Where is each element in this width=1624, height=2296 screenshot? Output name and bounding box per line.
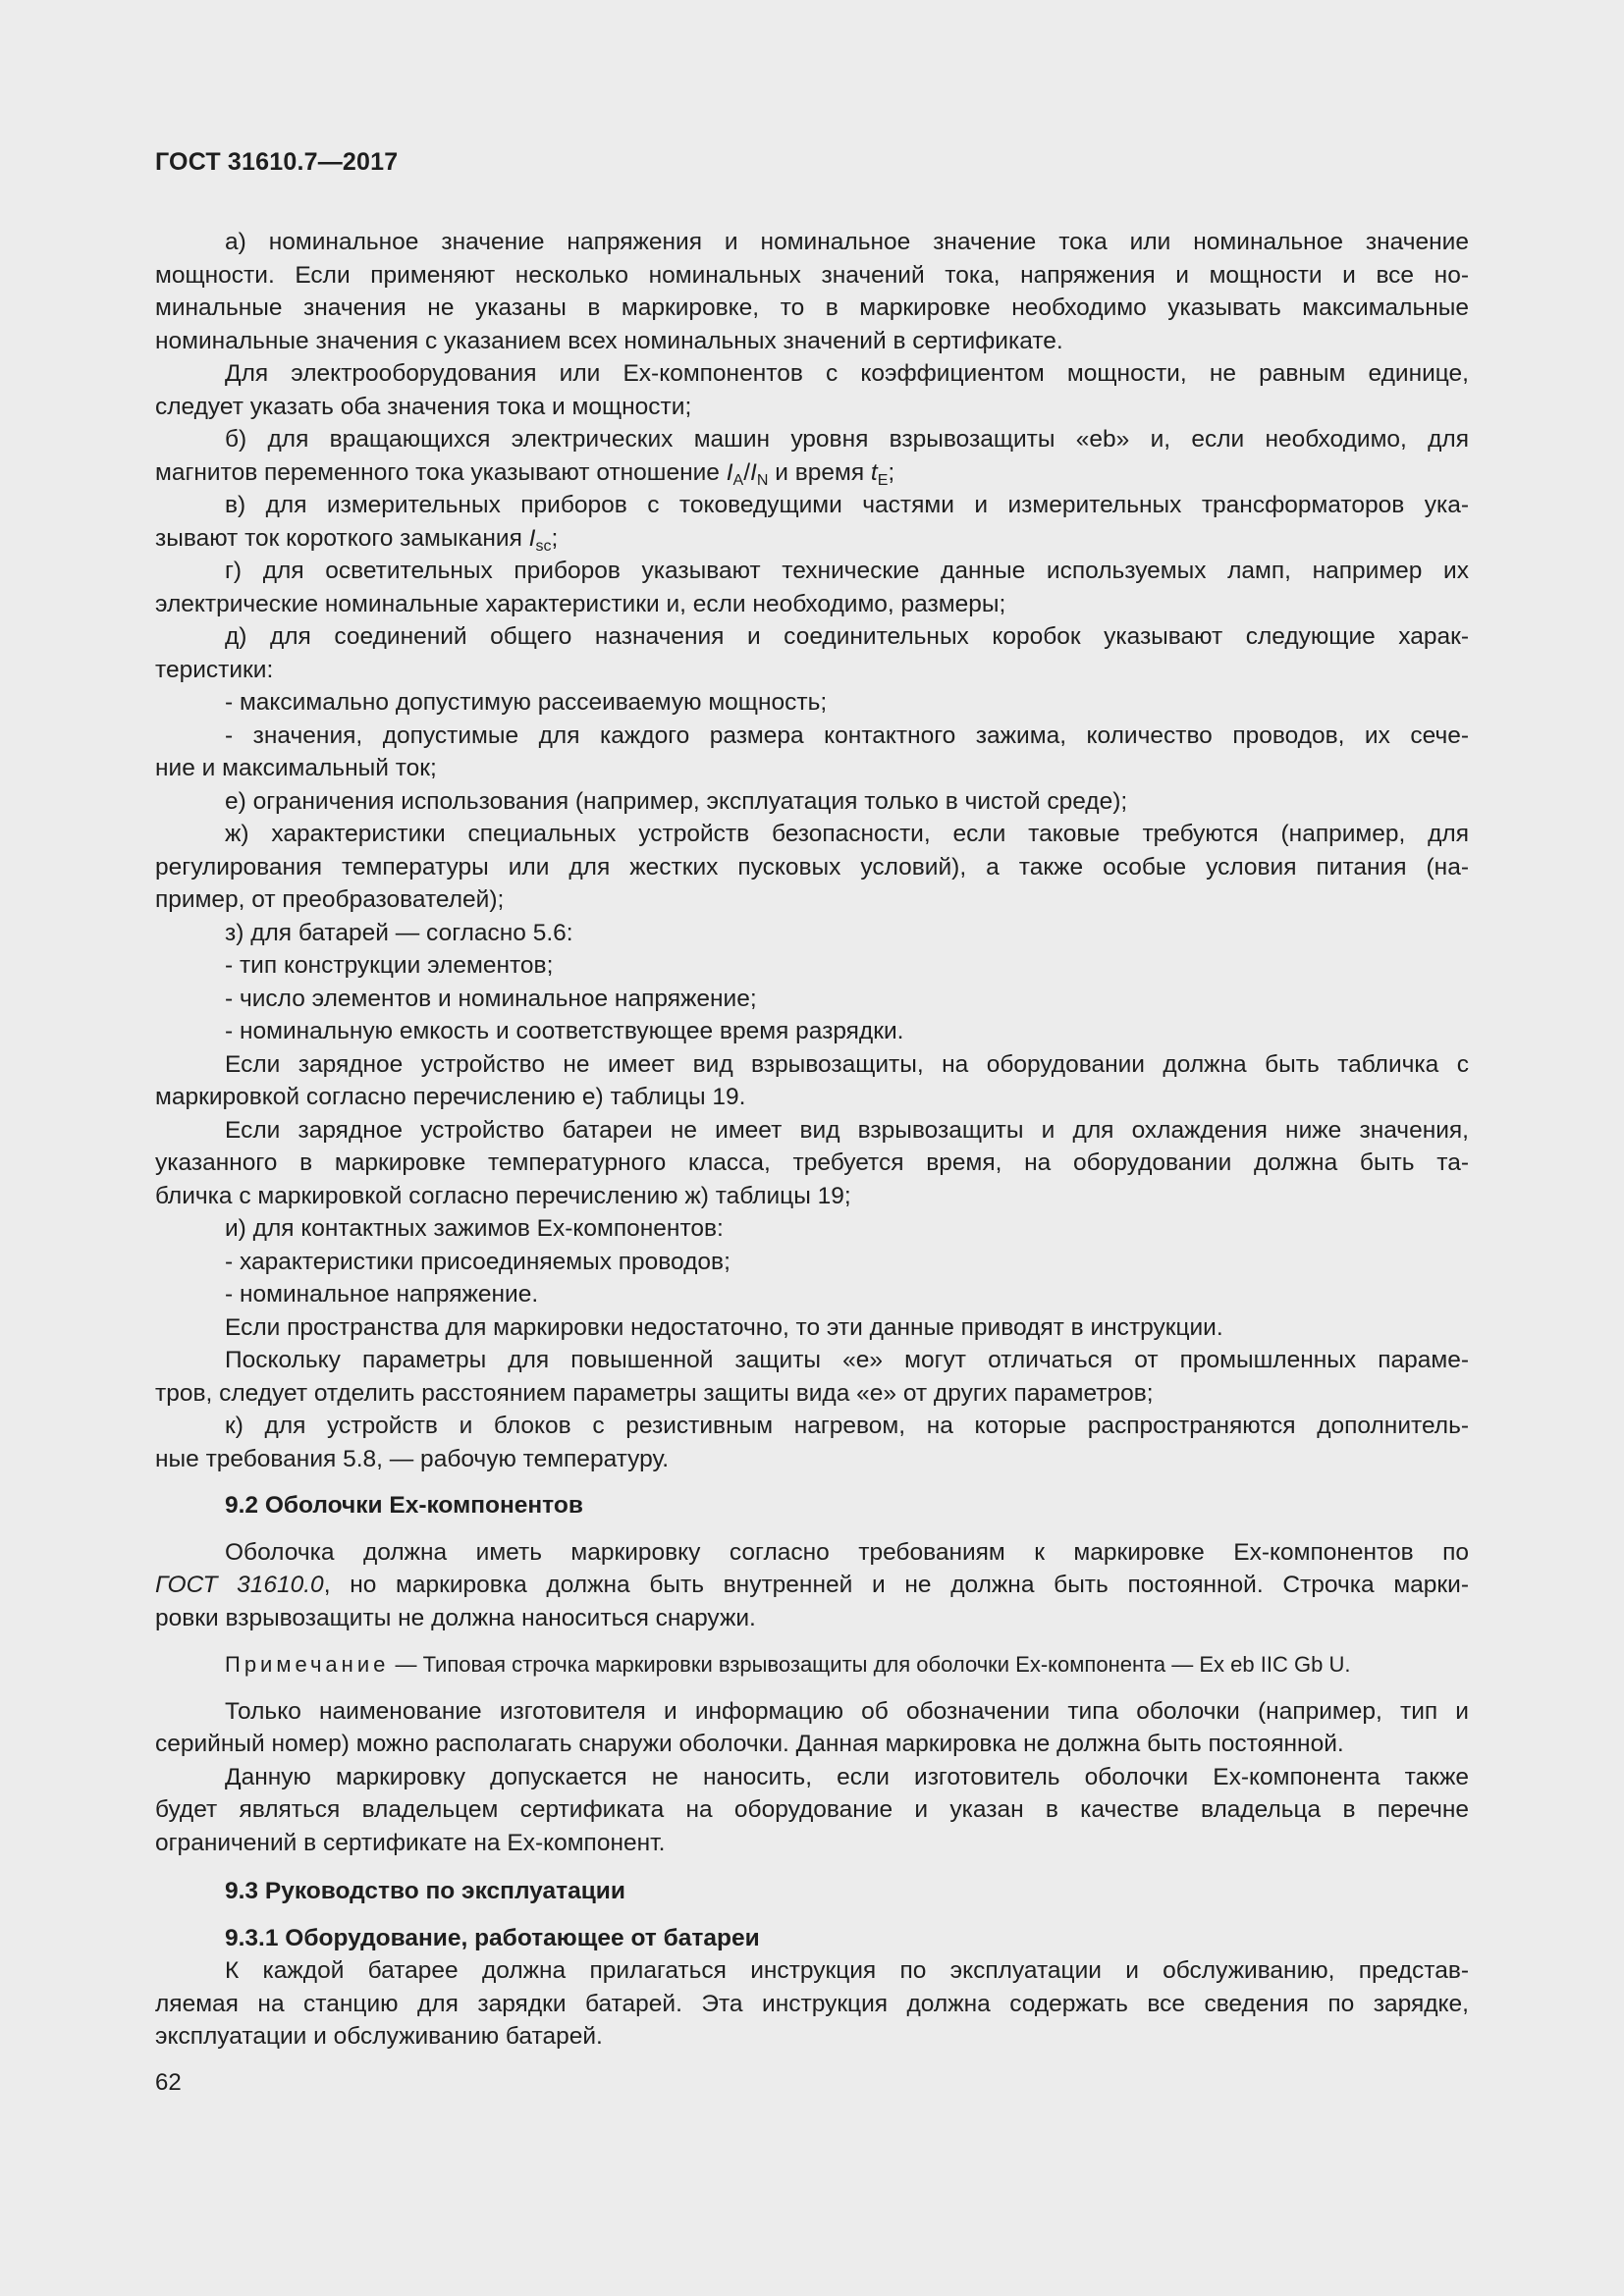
text-line: минальные значения не указаны в маркировке, то в маркировке необходимо указывать максимальные: [155, 294, 1469, 321]
paragraph-v: [155, 489, 1469, 555]
text-line: ж) характеристики специальных устройств безопасности, если таковые требуются (например, для: [225, 821, 1469, 847]
formula-symbol: I: [726, 458, 733, 486]
text-fragment: магнитов переменного тока указывают отношение: [155, 458, 727, 486]
text-line: ные требования 5.8, — рабочую температуру.: [155, 1445, 670, 1472]
text-line: к) для устройств и блоков с резистивным нагревом, на которые распространяются дополнитель-: [225, 1413, 1469, 1439]
text-fragment: ;: [551, 524, 559, 552]
text-line: ляемая на станцию для зарядки батарей. Эта инструкция должна содержать все сведения по зарядке,: [155, 1990, 1469, 2017]
subsection-heading: 9.3.1 Оборудование, работающее от батареи: [225, 1924, 760, 1951]
list-item: - максимально допустимую рассеиваемую мощность;: [225, 689, 828, 716]
formula-symbol: /: [743, 458, 751, 486]
text-line: тров, следует отделить расстоянием параметры защиты вида «е» от других параметров;: [155, 1379, 1154, 1407]
formula-symbol: I: [750, 458, 757, 486]
paragraph-i: [155, 1212, 1469, 1410]
spacer: [155, 1859, 1469, 1875]
formula-subscript: N: [756, 471, 769, 489]
text-fragment: зывают ток короткого замыкания: [155, 524, 529, 552]
spacer: [155, 1522, 1469, 1536]
paragraph-zh: [155, 818, 1469, 917]
paragraph-e: [155, 785, 1469, 819]
paragraph-d: [155, 620, 1469, 785]
text-line: электрические номинальные характеристики и, если необходимо, размеры;: [155, 590, 1006, 617]
text-line: в) для измерительных приборов с токоведущими частями и измерительных трансформаторов ука-: [225, 492, 1469, 518]
text-line: К каждой батарее должна прилагаться инструкция по эксплуатации и обслуживанию, представ-: [225, 1957, 1469, 1984]
text-line: указанного в маркировке температурного класса, требуется время, на оборудовании должна быть та-: [155, 1149, 1469, 1176]
text-line: эксплуатации и обслуживанию батарей.: [155, 2023, 603, 2050]
page-number: 62: [155, 2069, 182, 2096]
text-line: пример, от преобразователей);: [155, 886, 505, 913]
text-line: Если зарядное устройство не имеет вид взрывозащиты, на оборудовании должна быть табличка с: [225, 1050, 1469, 1078]
formula-subscript: sc: [535, 537, 552, 555]
text-line: номинальные значения с указанием всех номинальных значений в сертификате.: [155, 327, 1063, 354]
spacer: [155, 1682, 1469, 1695]
section-heading: 9.2 Оболочки Ex-компонентов: [225, 1492, 583, 1519]
note-label: Примечание: [225, 1652, 390, 1677]
list-item: - значения, допустимые для каждого размера контактного зажима, количество проводов, их сече-: [225, 721, 1469, 749]
formula-symbol: I: [528, 524, 536, 552]
note-text: — Типовая строчка маркировки взрывозащиты для оболочки Ex-компонента — Ex eb IIC Gb U.: [389, 1652, 1351, 1677]
list-item: - номинальное напряжение.: [225, 1281, 539, 1308]
paragraph-power-factor: [155, 357, 1469, 423]
text-line: и) для контактных зажимов Ex-компонентов:: [225, 1215, 724, 1242]
standard-reference: ГОСТ 31610.0: [155, 1572, 324, 1598]
text-line: з) для батарей — согласно 5.6:: [225, 919, 573, 946]
text-line: бличка с маркировкой согласно перечислению ж) таблицы 19;: [155, 1182, 851, 1209]
text-line: Если зарядное устройство батареи не имеет вид взрывозащиты и для охлаждения ниже значения,: [225, 1116, 1469, 1144]
text-line: мощности. Если применяют несколько номинальных значений тока, напряжения и мощности и все но-: [155, 261, 1469, 289]
formula-symbol: t: [870, 458, 878, 486]
text-line: ние и максимальный ток;: [155, 755, 437, 781]
formula-subscript: E: [877, 471, 889, 489]
paragraph-g: [155, 555, 1469, 620]
text-line: Оболочка должна иметь маркировку согласно требованиям к маркировке Ex-компонентов по: [225, 1538, 1469, 1566]
list-item: - тип конструкции элементов;: [225, 952, 554, 979]
list-item: - номинальную емкость и соответствующее время разрядки.: [225, 1018, 904, 1044]
text-fragment: , но маркировка должна быть внутренней и не должна быть постоянной. Строчка марки-: [323, 1572, 1469, 1598]
text-line: а) номинальное значение напряжения и номинальное значение тока или номинальное значение: [225, 229, 1469, 255]
text-line: серийный номер) можно располагать снаружи оболочки. Данная маркировка не должна быть постоянной.: [155, 1731, 1344, 1757]
paragraph-z: [155, 917, 1469, 1048]
text-fragment: ;: [888, 458, 895, 486]
text-line: б) для вращающихся электрических машин уровня взрывозащиты «eb» и, если необходимо, для: [225, 426, 1469, 453]
text-line: г) для осветительных приборов указывают технические данные используемых ламп, например их: [225, 558, 1469, 584]
section-9-3: [155, 1875, 1469, 2054]
text-line: будет являться владельцем сертификата на оборудование и указан в качестве владельца в перечне: [155, 1796, 1469, 1823]
document-header: ГОСТ 31610.7—2017: [155, 148, 399, 176]
text-fragment: и время: [768, 458, 871, 486]
section-heading: 9.3 Руководство по эксплуатации: [225, 1878, 625, 1904]
spacer: [155, 1475, 1469, 1489]
text-line: ровки взрывозащиты не должна наноситься снаружи.: [155, 1604, 756, 1631]
text-line: Данную маркировку допускается не наносить, если изготовитель оболочки Ex-компонента также: [225, 1763, 1469, 1790]
paragraph-b: [155, 423, 1469, 489]
text-line: регулирования температуры или для жестких пусковых условий), а также особые условия питания (на-: [155, 853, 1469, 881]
text-line: маркировкой согласно перечислению е) таблицы 19.: [155, 1084, 746, 1110]
text-line: [155, 1569, 1469, 1602]
text-line: е) ограничения использования (например, эксплуатация только в чистой среде);: [225, 787, 1128, 815]
text-line: д) для соединений общего назначения и соединительных коробок указывают следующие харак-: [225, 623, 1469, 650]
list-item: - характеристики присоединяемых проводов;: [225, 1248, 731, 1275]
text-line: Только наименование изготовителя и информацию об обозначении типа оболочки (например, тип и: [225, 1697, 1469, 1725]
text-line: Для электрооборудования или Ex-компонентов с коэффициентом мощности, не равным единице,: [225, 360, 1469, 387]
note: [155, 1648, 1469, 1682]
list-item: - число элементов и номинальное напряжение;: [225, 985, 757, 1012]
paragraph-a: [155, 226, 1469, 357]
paragraph-charger: [155, 1048, 1469, 1213]
text-line: ограничений в сертификате на Ex-компонент.: [155, 1829, 666, 1856]
formula-subscript: A: [732, 471, 744, 489]
paragraph-k: [155, 1410, 1469, 1475]
spacer: [155, 1634, 1469, 1648]
document-body: [155, 226, 1469, 2054]
text-line: Если пространства для маркировки недостаточно, то эти данные приводят в инструкции.: [225, 1313, 1223, 1341]
text-line: Поскольку параметры для повышенной защиты «е» могут отличаться от промышленных параме-: [225, 1347, 1469, 1373]
section-9-2: [155, 1489, 1469, 1859]
text-line: [155, 456, 1469, 490]
spacer: [155, 1908, 1469, 1922]
text-line: теристики:: [155, 656, 274, 683]
document-page: [155, 0, 1469, 2296]
text-line: [155, 522, 1469, 556]
text-line: следует указать оба значения тока и мощности;: [155, 393, 692, 420]
